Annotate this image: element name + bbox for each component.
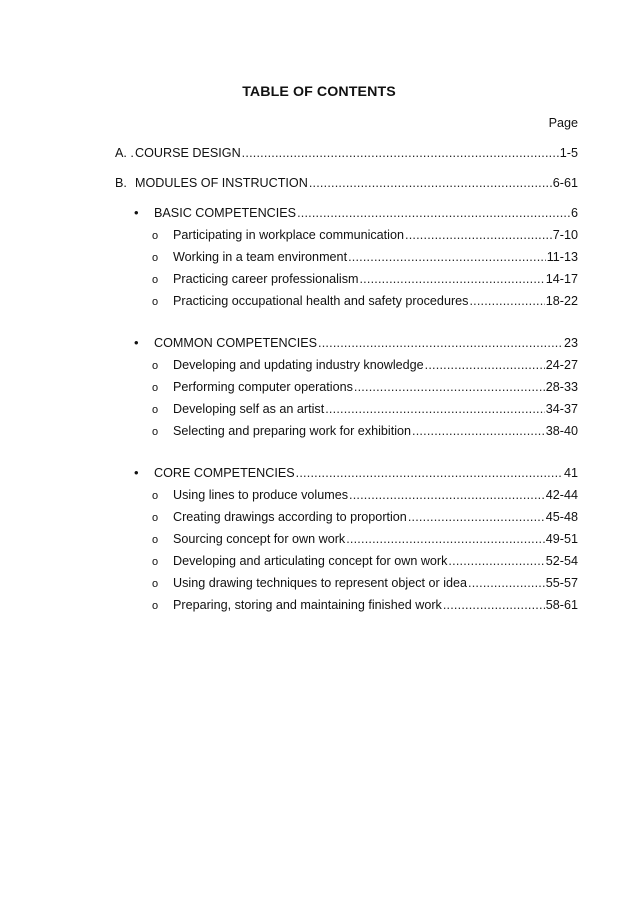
circle-bullet-icon: o: [152, 382, 159, 394]
item-page: 38-40: [545, 424, 578, 438]
toc-item[interactable]: [152, 596, 578, 614]
circle-bullet-icon: o: [152, 578, 159, 590]
item-page: 55-57: [545, 576, 578, 590]
item-label: Practicing occupational health and safety procedures: [173, 294, 469, 308]
item-page: 45-48: [545, 510, 578, 524]
dot-leader: [242, 144, 559, 162]
toc-section-core-competencies[interactable]: [134, 464, 578, 482]
toc-item[interactable]: [152, 508, 578, 526]
toc-item[interactable]: [152, 378, 578, 396]
section-label: CORE COMPETENCIES: [154, 466, 295, 480]
dot-leader: [469, 292, 544, 310]
circle-bullet-icon: o: [152, 360, 159, 372]
bullet-icon: •: [134, 465, 139, 480]
toc-item[interactable]: [152, 356, 578, 374]
toc-item[interactable]: [152, 422, 578, 440]
entry-label: COURSE DESIGN: [135, 146, 241, 160]
bullet-icon: •: [134, 335, 139, 350]
bullet-icon: •: [134, 205, 139, 220]
dot-leader: [412, 422, 545, 440]
dot-leader: [425, 356, 545, 374]
entry-marker: A. .: [115, 146, 134, 160]
item-label: Creating drawings according to proportion: [173, 510, 407, 524]
section-page: 23: [563, 336, 578, 350]
item-label: Developing and updating industry knowledge: [173, 358, 424, 372]
toc-item[interactable]: [152, 486, 578, 504]
dot-leader: [354, 378, 545, 396]
entry-marker: B.: [115, 176, 127, 190]
dot-leader: [349, 486, 545, 504]
toc-item[interactable]: [152, 530, 578, 548]
circle-bullet-icon: o: [152, 534, 159, 546]
dot-leader: [359, 270, 544, 288]
item-label: Using drawing techniques to represent object or idea: [173, 576, 468, 590]
dot-leader: [309, 174, 552, 192]
entry-label: MODULES OF INSTRUCTION: [135, 176, 308, 190]
dot-leader: [296, 464, 563, 482]
dot-leader: [443, 596, 545, 614]
entry-page: 6-61: [552, 176, 578, 190]
item-page: 28-33: [545, 380, 578, 394]
entry-page: 1-5: [559, 146, 578, 160]
circle-bullet-icon: o: [152, 426, 159, 438]
toc-item[interactable]: [152, 552, 578, 570]
toc-section-basic-competencies[interactable]: [134, 204, 578, 222]
item-label: Practicing career professionalism: [173, 272, 359, 286]
dot-leader: [348, 248, 546, 266]
dot-leader: [408, 508, 545, 526]
toc-item[interactable]: [152, 248, 578, 266]
item-page: 58-61: [545, 598, 578, 612]
toc-item[interactable]: [152, 400, 578, 418]
circle-bullet-icon: o: [152, 404, 159, 416]
circle-bullet-icon: o: [152, 512, 159, 524]
item-label: Preparing, storing and maintaining finished work: [173, 598, 442, 612]
item-label: Sourcing concept for own work: [173, 532, 346, 546]
item-label: Developing and articulating concept for own work: [173, 554, 448, 568]
item-label: Selecting and preparing work for exhibition: [173, 424, 412, 438]
item-label: Using lines to produce volumes: [173, 488, 349, 502]
section-page: 41: [563, 466, 578, 480]
toc-item[interactable]: [152, 292, 578, 310]
item-page: 14-17: [545, 272, 578, 286]
item-label: Developing self as an artist: [173, 402, 325, 416]
circle-bullet-icon: o: [152, 556, 159, 568]
toc-entry-course-design[interactable]: [115, 144, 578, 162]
toc-item[interactable]: [152, 574, 578, 592]
toc-section-common-competencies[interactable]: [134, 334, 578, 352]
item-page: 42-44: [545, 488, 578, 502]
dot-leader: [468, 574, 545, 592]
dot-leader: [318, 334, 563, 352]
dot-leader: [325, 400, 545, 418]
page-column-header: Page: [548, 116, 578, 130]
circle-bullet-icon: o: [152, 600, 159, 612]
item-page: 11-13: [546, 250, 578, 264]
item-label: Working in a team environment: [173, 250, 348, 264]
dot-leader: [297, 204, 570, 222]
item-page: 7-10: [552, 228, 578, 242]
dot-leader: [346, 530, 545, 548]
item-label: Participating in workplace communication: [173, 228, 404, 242]
circle-bullet-icon: o: [152, 490, 159, 502]
circle-bullet-icon: o: [152, 274, 159, 286]
toc-item[interactable]: [152, 270, 578, 288]
section-label: BASIC COMPETENCIES: [154, 206, 297, 220]
circle-bullet-icon: o: [152, 296, 159, 308]
toc-title: TABLE OF CONTENTS: [242, 84, 396, 100]
toc-item[interactable]: [152, 226, 578, 244]
item-page: 52-54: [545, 554, 578, 568]
toc-entry-modules-of-instruction[interactable]: [115, 174, 578, 192]
item-label: Performing computer operations: [173, 380, 353, 394]
dot-leader: [405, 226, 552, 244]
section-label: COMMON COMPETENCIES: [154, 336, 318, 350]
circle-bullet-icon: o: [152, 230, 159, 242]
item-page: 49-51: [545, 532, 578, 546]
dot-leader: [448, 552, 544, 570]
item-page: 18-22: [545, 294, 578, 308]
item-page: 34-37: [545, 402, 578, 416]
item-page: 24-27: [545, 358, 578, 372]
circle-bullet-icon: o: [152, 252, 159, 264]
section-page: 6: [570, 206, 578, 220]
